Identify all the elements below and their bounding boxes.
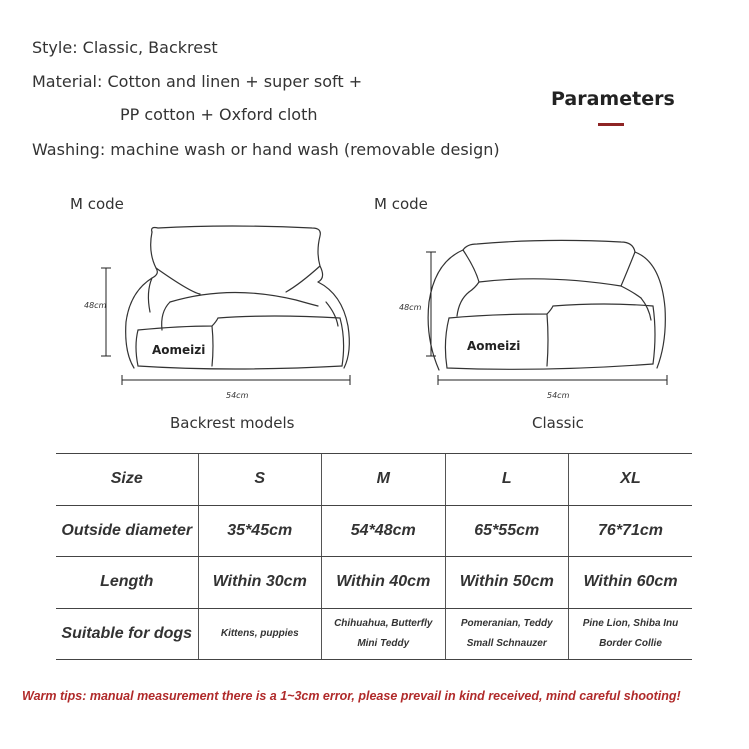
spec-material-continued: PP cotton + Oxford cloth: [120, 105, 318, 124]
cell-line: Border Collie: [599, 637, 662, 649]
cell-line: Mini Teddy: [357, 637, 410, 649]
model-code-backrest: M code: [70, 195, 124, 213]
table-row: [56, 505, 692, 557]
model-code-classic: M code: [374, 195, 428, 213]
row-label: Suitable for dogs: [56, 608, 198, 660]
cell-line: Pomeranian, Teddy: [460, 617, 553, 629]
rim-outline: [463, 240, 635, 252]
model-name-classic: Classic: [532, 414, 584, 432]
table-cell: [198, 608, 322, 660]
brand-logo-right: Aomeizi: [467, 339, 521, 353]
table-cell: Within 40cm: [322, 557, 446, 609]
warm-tip: Warm tips: manual measurement there is a 1~3cm error, please prevail in kind received, mind careful shooting!: [22, 689, 681, 703]
table-cell: Within 50cm: [445, 557, 569, 609]
parameters-underline: [598, 123, 624, 126]
width-label-left: 54cm: [226, 391, 249, 400]
table-cell: Within 60cm: [569, 557, 693, 609]
header-cell: M: [322, 454, 446, 506]
table-cell: 76*71cm: [569, 505, 693, 557]
width-label-right: 54cm: [547, 391, 570, 400]
right-arm: [635, 252, 665, 368]
table-cell: [445, 608, 569, 660]
cell-line: Small Schnauzer: [466, 637, 547, 649]
header-cell: L: [445, 454, 569, 506]
seat-inner: [170, 292, 318, 306]
table-row: [56, 557, 692, 609]
size-table: [56, 453, 692, 660]
header-cell: XL: [569, 454, 693, 506]
table-row: [56, 608, 692, 660]
row-label: Outside diameter: [56, 505, 198, 557]
header-cell: Size: [56, 454, 198, 506]
front-cushion: [138, 316, 344, 366]
height-label-left: 48cm: [84, 301, 107, 310]
spec-washing: Washing: machine wash or hand wash (removable design): [32, 140, 500, 159]
right-arm: [318, 282, 349, 368]
row-label: Length: [56, 557, 198, 609]
header-cell: S: [198, 454, 322, 506]
spec-material: Material: Cotton and linen + super soft +: [32, 72, 363, 91]
parameters-title: Parameters: [551, 88, 675, 110]
table-cell: 35*45cm: [198, 505, 322, 557]
model-name-backrest: Backrest models: [170, 414, 295, 432]
cell-line: Chihuahua, Butterfly: [334, 617, 433, 629]
backrest-outline: [152, 226, 323, 282]
front-cushion: [449, 304, 655, 364]
table-cell: [569, 608, 693, 660]
table-cell: 54*48cm: [322, 505, 446, 557]
table-header-row: [56, 454, 692, 506]
table-cell: 65*55cm: [445, 505, 569, 557]
height-label-right: 48cm: [399, 303, 422, 312]
backrest-bed-sketch: [84, 222, 370, 412]
spec-style: Style: Classic, Backrest: [32, 38, 218, 57]
cell-line: Pine Lion, Shiba Inu: [582, 617, 679, 629]
classic-bed-sketch: [395, 222, 685, 412]
cell-line: Kittens, puppies: [220, 627, 299, 639]
brand-logo-left: Aomeizi: [152, 343, 206, 357]
table-cell: Within 30cm: [198, 557, 322, 609]
table-cell: [322, 608, 446, 660]
